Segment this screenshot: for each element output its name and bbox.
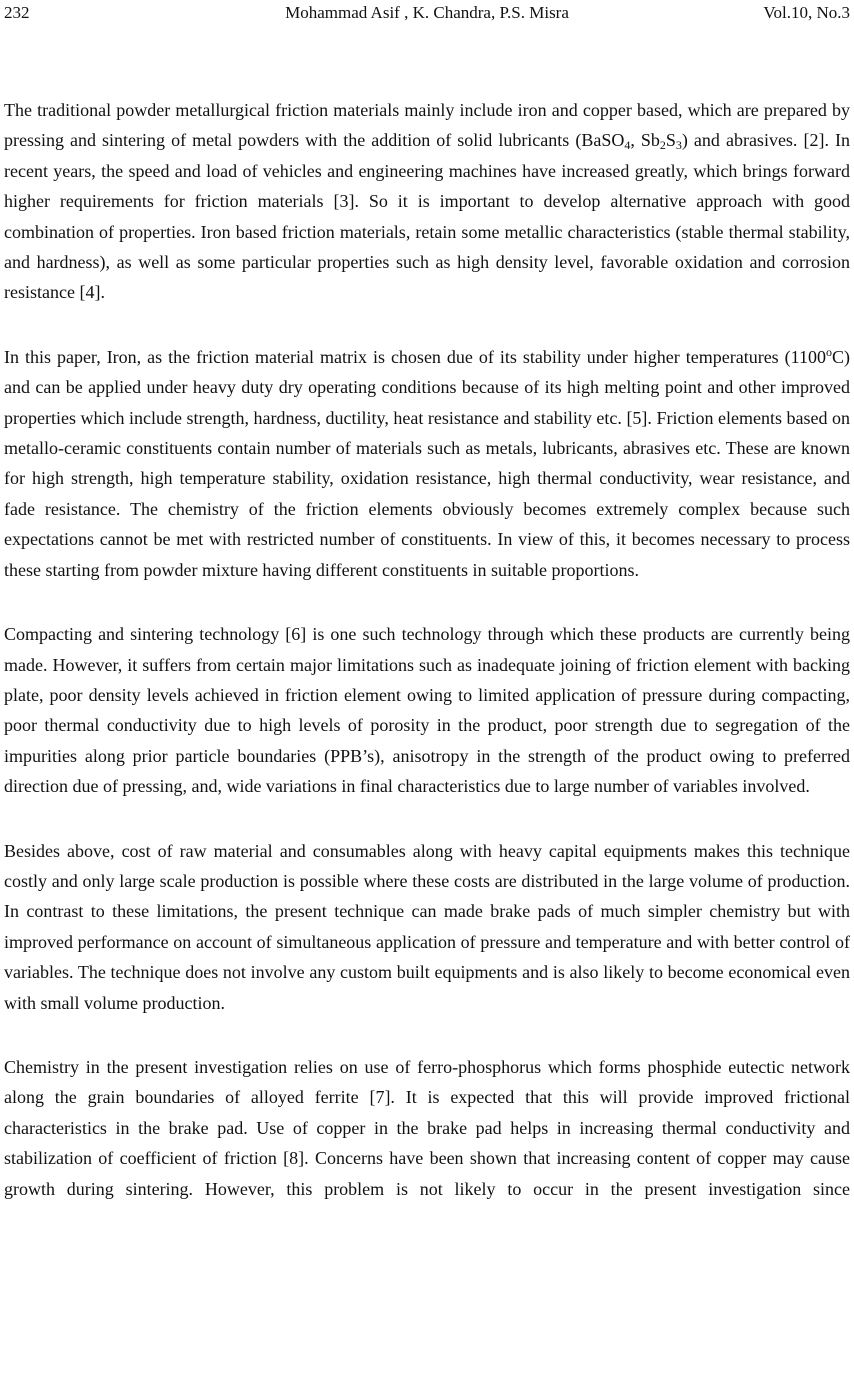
paragraph-friction-materials-intro (4, 95, 850, 308)
text-run: C) and can be applied under heavy duty dry operating conditions because of its high melting point and other improved properties which include strength, hardness, ductility, heat resistance and stability etc. [5]. Friction elements based on metallo-ceramic constituents contain number of materials such as metals, lubricants, abrasives etc. These are known for high strength, high temperature stability, oxidation resistance, high thermal conductivity, wear resistance, and fade resistance. The chemistry of the friction elements obviously becomes extremely complex because such expectations cannot be met with restricted number of constituents. In view of this, it becomes necessary to process these starting from powder mixture having different constituents in suitable proportions. (4, 346, 850, 580)
text-run: , Sb (630, 130, 660, 151)
subscript: 3 (675, 138, 682, 153)
subscript: 4 (624, 138, 631, 153)
paragraph-compacting-sintering: Compacting and sintering technology [6] is one such technology through which these products are currently being made. However, it suffers from certain major limitations such as inadequate joining of friction element with backing plate, poor density levels achieved in friction element owing to limited application of pressure during compacting, poor thermal conductivity due to high levels of porosity in the product, poor strength due to segregation of the impurities along prior particle boundaries (PPB’s), anisotropy in the strength of the product owing to preferred direction due of pressing, and, wide variations in final characteristics due to large number of variables involved. (4, 624, 850, 797)
paragraph-iron-matrix (4, 342, 850, 585)
journal-volume: Vol.10, No.3 (763, 3, 850, 22)
page-number: 232 (4, 3, 30, 22)
running-title-authors: Mohammad Asif , K. Chandra, P.S. Misra (285, 3, 569, 22)
paragraph-cost-limitations: Besides above, cost of raw material and consumables along with heavy capital equipments makes this technique costly and only large scale production is possible where these costs are distributed in the large volume of production. In contrast to these limitations, the present technique can made brake pads of much simpler chemistry but with improved performance on account of simultaneous application of pressure and temperature and with better control of variables. The technique does not involve any custom built equipments and is also likely to become economical even with small volume production. (4, 840, 850, 1013)
text-run: ) and abrasives. [2]. In recent years, the speed and load of vehicles and engineering machines have increased greatly, which brings forward higher requirements for friction materials [3]. So it is important to develop alternative approach with good combination of properties. Iron based friction materials, retain some metallic characteristics (stable thermal stability, and hardness), as well as some particular properties such as high density level, favorable oxidation and corrosion resistance [4]. (4, 130, 850, 303)
text-run: The traditional powder metallurgical friction materials mainly include iron and copper based, which are prepared by pressing and sintering of metal powders with the addition of solid lubricants (BaSO (4, 100, 850, 151)
running-header (4, 0, 850, 26)
subscript: 2 (659, 138, 666, 153)
text-run: In this paper, Iron, as the friction material matrix is chosen due of its stability under higher temperatures (1100 (4, 346, 826, 367)
paragraph-chemistry: Chemistry in the present investigation relies on use of ferro-phosphorus which forms phosphide eutectic network along the grain boundaries of alloyed ferrite [7]. It is expected that this will provide improved frictional characteristics in the brake pad. Use of copper in the brake pad helps in increasing thermal conductivity and stabilization of coefficient of friction [8]. Concerns have been shown that increasing content of copper may cause growth during sintering. However, this problem is not likely to occur in the present investigation since (4, 1056, 850, 1199)
superscript: o (826, 344, 832, 359)
body-text (4, 95, 850, 1204)
text-run: S (665, 130, 676, 151)
